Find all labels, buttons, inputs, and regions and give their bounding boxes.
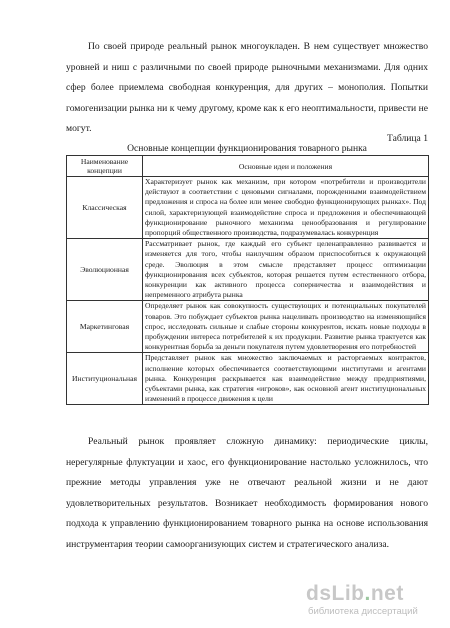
concept-text-institutional: Представляет рынок как множество заключаемых и расторгаемых контрактов, исполнение которых обеспечивается соответствующими институтами и агентами рынка. Конкуренция раскрывается как взаимодействие между предприятиями, субъектами рынка, как стратегия «игроков», как основной агент институциональных изменений в процессе движения к цели (143, 353, 429, 405)
table-row (67, 177, 429, 239)
concept-text-marketing: Определяет рынок как совокупность существующих и потенциальных покупателей товаров. Это побуждает субъектов рынка нацеливать производство на изменяющийся спрос, исследовать сильные и слабые стороны конкурентов, искать новые подходы в пробуждении интереса потребителей к их продукции. Развитие рынка трактуется как конкурентная борьба за деньги покупателя путем удовлетворения его потребностей (143, 301, 429, 353)
concept-name-evolutionary: Эволюционная (67, 239, 143, 301)
table-row (67, 353, 429, 405)
concept-name-institutional: Институциональная (67, 353, 143, 405)
dslib-logo (306, 582, 404, 606)
concept-name-marketing: Маркетинговая (67, 301, 143, 353)
logo-main-text: dsLib (306, 582, 365, 605)
concepts-table (66, 155, 429, 405)
concept-name-classical: Классическая (67, 177, 143, 239)
header-concept-name: Наименование концепции (67, 156, 143, 177)
table-header-row (67, 156, 429, 177)
table-row (67, 301, 429, 353)
dslib-watermark (306, 580, 436, 620)
conclusion-paragraph: Реальный рынок проявляет сложную динамику: периодические циклы, нерегулярные флуктуации и хаос, его функционирование настолько усложнилось, что прежние методы управления уже не отвечают реальной жизни и не дают удовлетворительных результатов. Возникает необходимость формирования нового подхода к управлению функционированием товарного рынка на основе использования инструментария теории самоорганизующих систем и стратегического анализа. (66, 436, 428, 550)
intro-paragraph: По своей природе реальный рынок многоукладен. В нем существует множество уровней и ниш с различными по своей природе рыночными механизмами. Для одних сфер более приемлема свободная конкуренция, для других – монополия. Попытки гомогенизации рынка ни к чему другому, кроме как к его неоптимальности, привести не могут. (66, 41, 428, 135)
watermark-subtitle: библиотека диссертаций (308, 606, 418, 617)
table-number: Таблица 1 (386, 133, 428, 144)
header-main-ideas: Основные идеи и положения (143, 156, 429, 177)
logo-tld-text: net (370, 582, 404, 605)
concept-text-evolutionary: Рассматривает рынок, где каждый его субъект целенаправленно развивается и изменяется для того, чтобы наилучшим образом приспособиться к окружающей среде. Эволюция в этом смысле представляет процесс оптимизации функционирования всех субъектов, которая решается путем естественного отбора, конкуренции как активного процесса соперничества и взаимодействия и непременного атрибута рынка (143, 239, 429, 301)
concept-text-classical: Характеризует рынок как механизм, при котором «потребители и производители действуют в соответствии с ценовыми сигналами, порожденными взаимодействием предложения и спроса на более или менее свободно функционирующих рынках». Под силой, характеризующей взаимодействие спроса и предложения и обеспечивающей функционирование рыночного механизма ценообразования и регулирование пропорций общественного производства, подразумевалась конкуренция (143, 177, 429, 239)
logo-dot: . (364, 582, 371, 605)
table-title: Основные концепции функционирования товарного рынка (127, 143, 367, 154)
table-row (67, 239, 429, 301)
